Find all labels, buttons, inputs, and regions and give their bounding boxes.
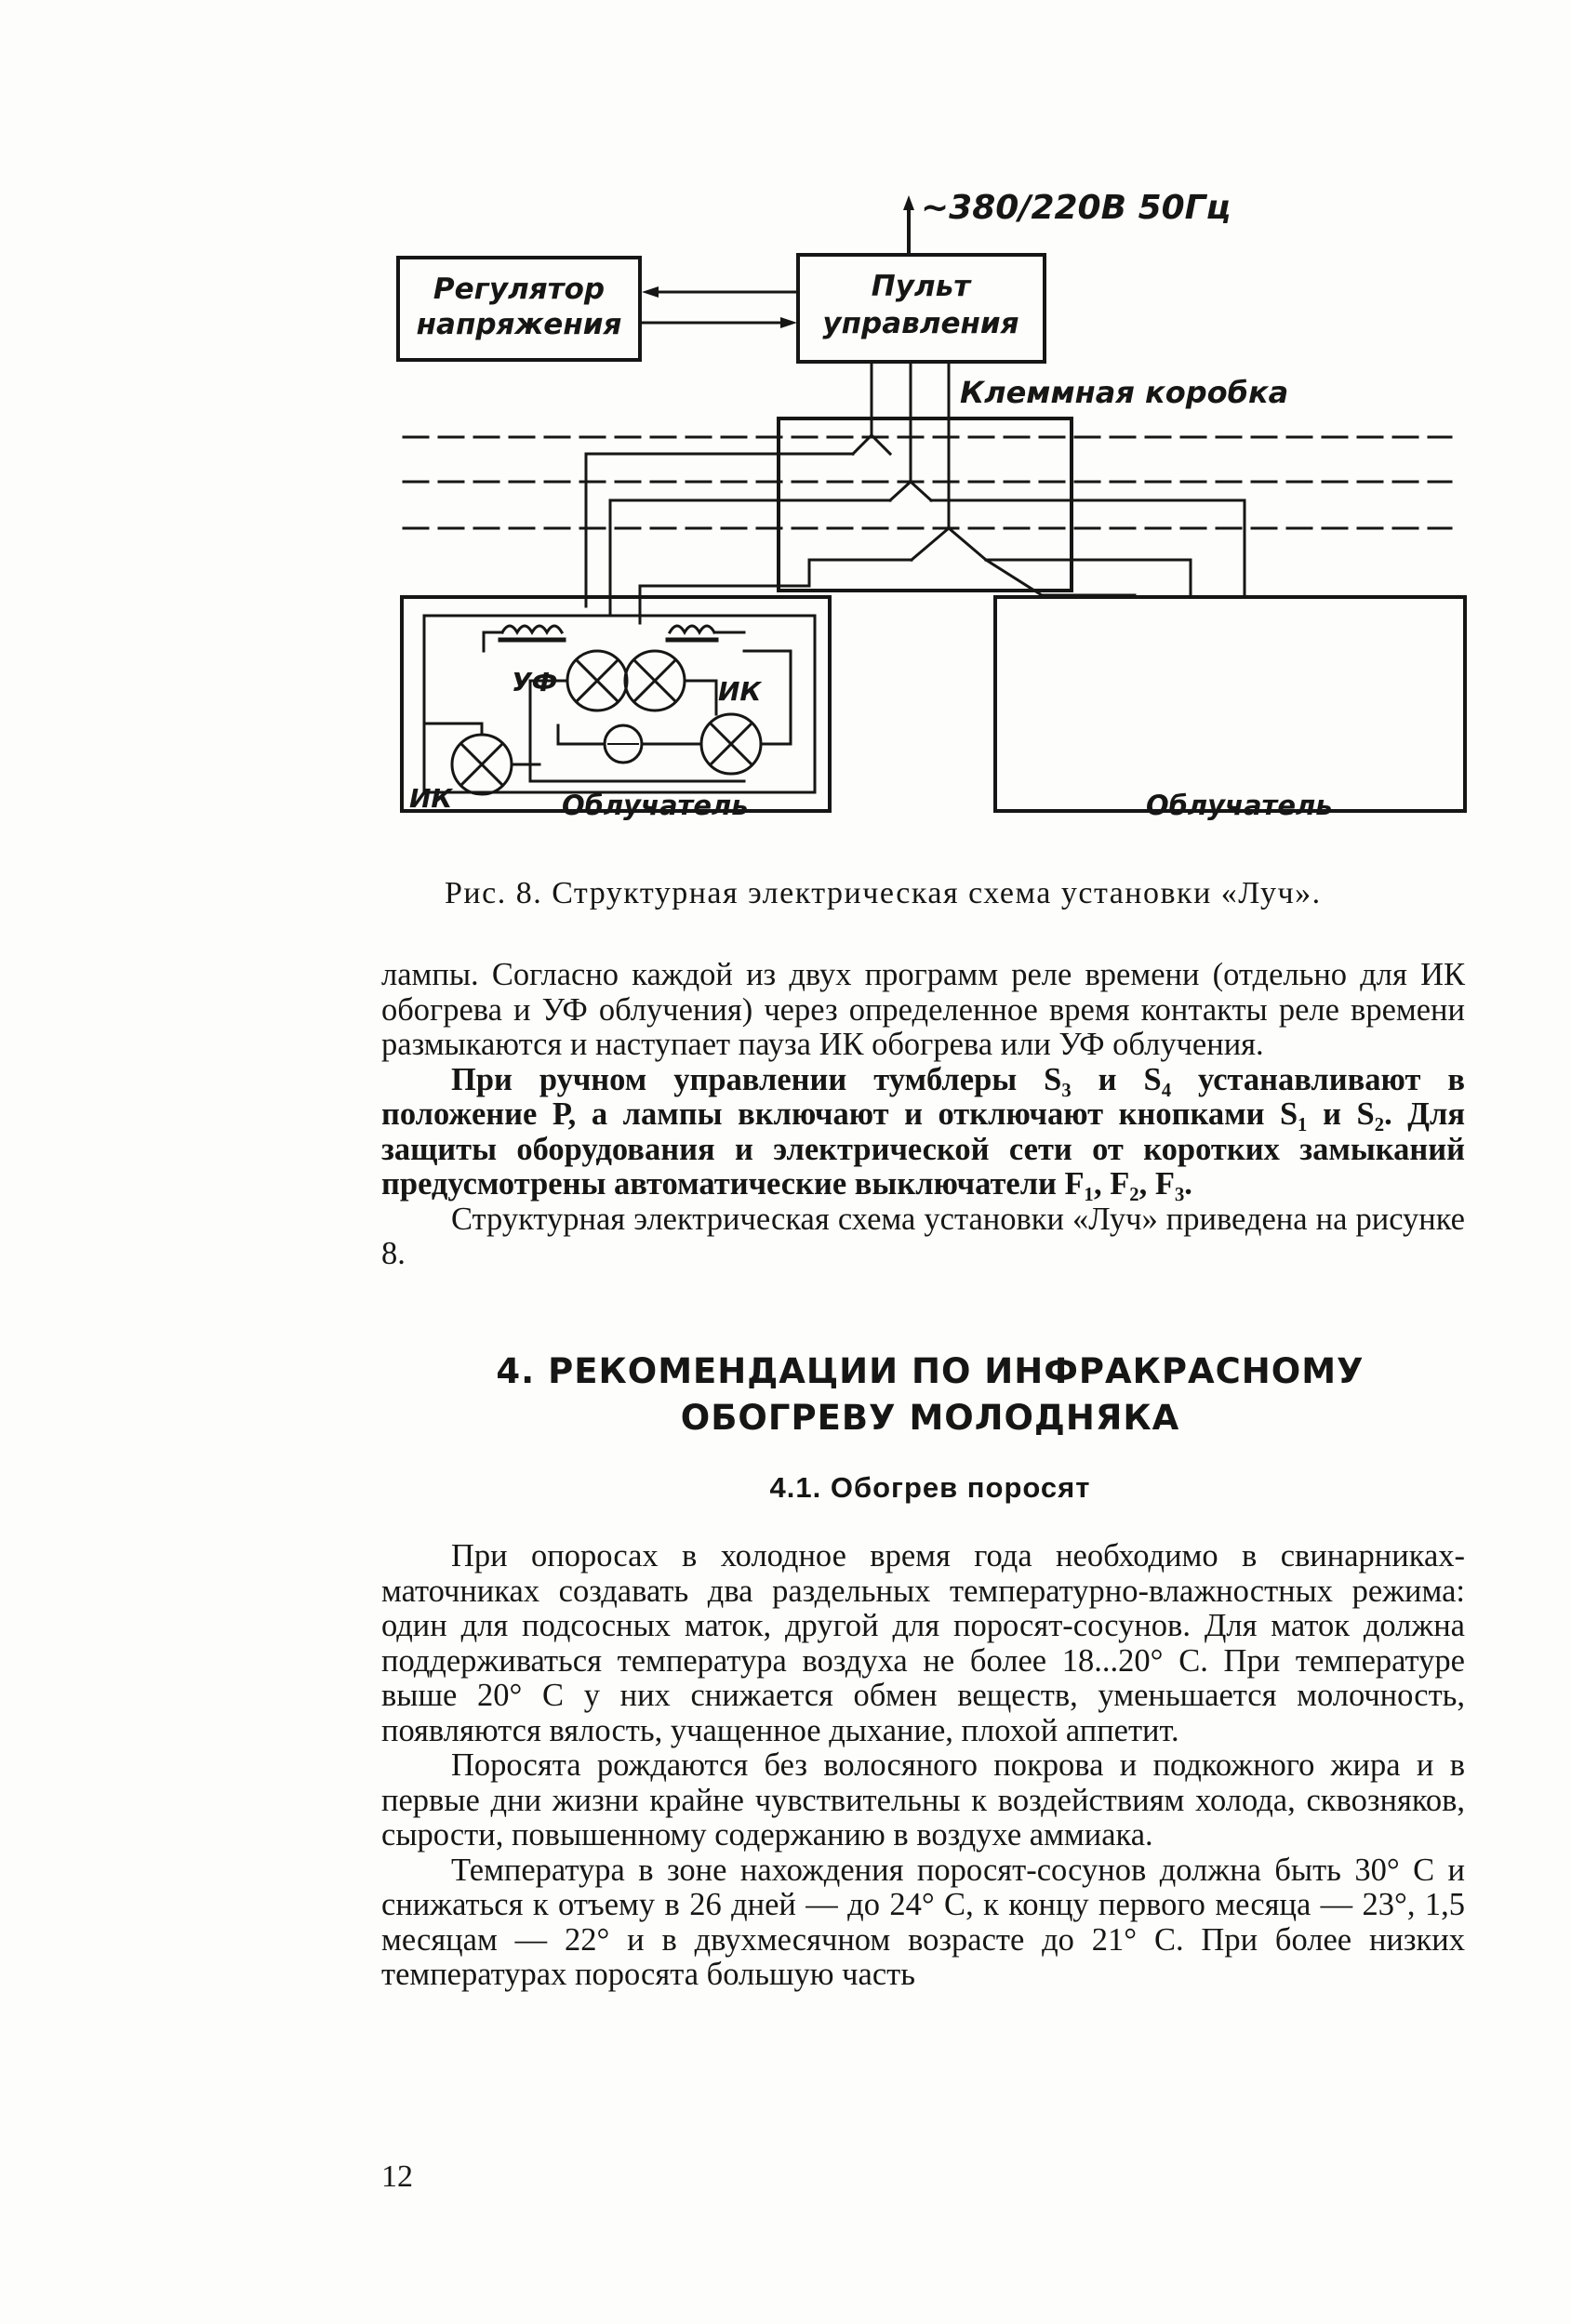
voltage-regulator-label-line1: Регулятор	[433, 272, 606, 306]
control-console-label-line2: управления	[822, 307, 1019, 340]
irradiator-left-label: Облучатель	[562, 790, 749, 821]
paragraph-temperature: Температура в зоне нахождения поросят-сосунов должна быть 30° С и снижаться к отъему в 26 дней — до 24° С, к концу первого месяца — 23°, 1,5 месяцам — 22° и в двухмесячном возрасте до 21° С. При более низких температурах поросята большую часть	[381, 1852, 1465, 1992]
electrical-diagram	[391, 186, 1488, 856]
text-section-2	[381, 1539, 1465, 1993]
section-heading: 4. РЕКОМЕНДАЦИИ ПО ИНФРАКРАСНОМУ ОБОГРЕВУ МОЛОДНЯКА	[496, 1351, 1365, 1438]
subsection-heading: 4.1. Обогрев поросят	[769, 1471, 1091, 1504]
ir-lamp-label-left: ИК	[409, 783, 453, 814]
terminal-box-label: Клеммная коробка	[960, 375, 1289, 410]
paragraph-manual-control: При ручном управлении тумблеры S₃ и S₄ устанавливают в положение Р, а лампы включают и отключают кнопками S₁ и S₂. Для защиты оборудования и электрической сети от коротких замыканий предусмотрены автоматические выключатели F₁, F₂, F₃.	[381, 1061, 1465, 1202]
control-console-label	[805, 268, 1037, 342]
ir-lamp-label-right: ИК	[718, 676, 762, 707]
power-supply-label: ~380/220В 50Гц	[921, 189, 1232, 227]
paragraph-piglets-born: Поросята рождаются без волосяного покрова и подкожного жира и в первые дни жизни крайне чувствительны к воздействиям холода, сквозняков, сырости, повышенному содержанию в воздухе аммиака.	[381, 1747, 1465, 1853]
irradiator-right-label: Облучатель	[1146, 790, 1333, 821]
paragraph-lamps: лампы. Согласно каждой из двух программ реле времени (отдельно для ИК обогрева и УФ облучения) через определенное время контакты реле времени размыкаются и наступает пауза ИК обогрева или УФ облучения.	[381, 957, 1465, 1062]
paragraph-farrowing: При опоросах в холодное время года необходимо в свинарниках-маточниках создавать два раздельных температурно-влажностных режима: один для подсосных маток, другой для поросят-сосунов. Для маток должна поддерживаться температура воздуха не более 18...20° С. При температуре выше 20° С у них снижается обмен веществ, уменьшается молочность, появляются вялость, учащенное дыхание, плохой аппетит.	[381, 1538, 1465, 1748]
figure-caption: Рис. 8. Структурная электрическая схема установки «Луч».	[445, 876, 1322, 910]
page-number: 12	[381, 2159, 413, 2194]
paragraph-structural-scheme: Структурная электрическая схема установки «Луч» приведена на рисунке 8.	[381, 1201, 1465, 1271]
control-console-label-line1: Пульт	[871, 270, 971, 303]
voltage-regulator-label	[407, 272, 631, 342]
voltage-regulator-label-line2: напряжения	[416, 308, 622, 341]
text-section-1	[381, 958, 1465, 1272]
uv-lamp-label: УФ	[512, 667, 558, 697]
